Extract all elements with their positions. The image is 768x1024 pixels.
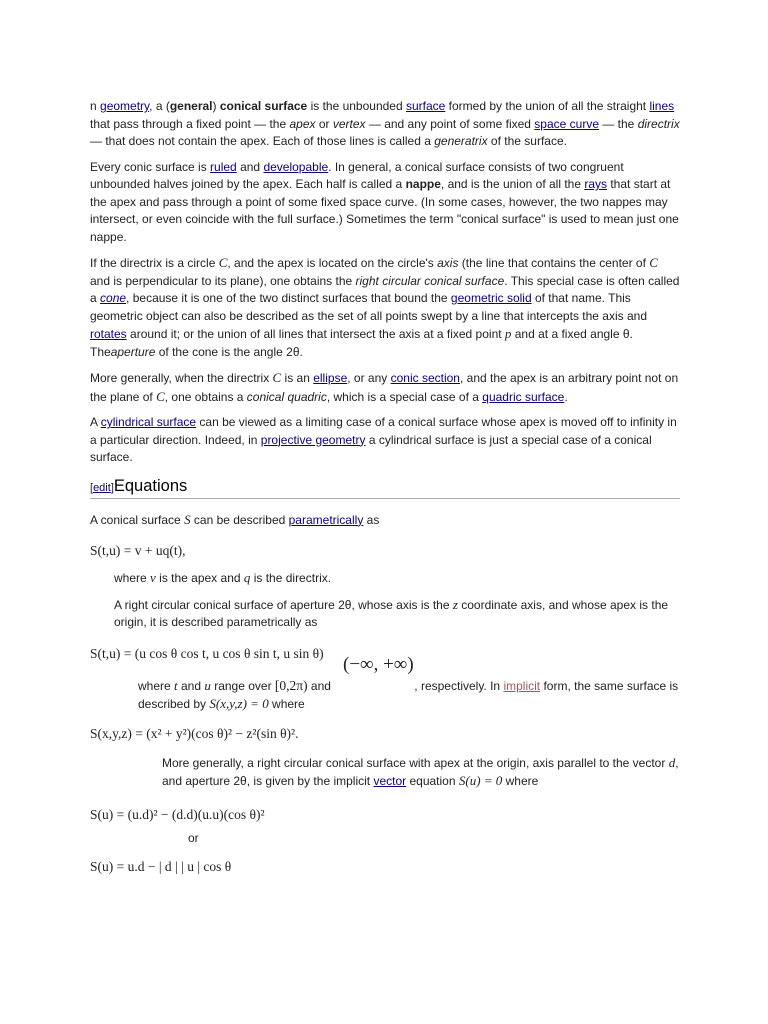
text: of the cone is the angle 2θ. [155, 344, 303, 359]
text: and [177, 678, 205, 693]
italic-aperture: aperture [110, 344, 156, 359]
text: a cylindrical surface is just a special case of a conical surface. [90, 432, 652, 464]
param-paragraph [90, 511, 680, 530]
text: and at a fixed angle θ. The [90, 327, 633, 359]
text: , a ( [149, 99, 170, 113]
text: , one obtains a [164, 389, 247, 404]
italic-vertex: vertex [332, 116, 366, 131]
italic-directrix: directrix [637, 116, 680, 131]
text: form, the same surface is described by [138, 678, 679, 711]
cylindrical-paragraph [90, 414, 680, 467]
italic-conical-quadric: conical quadric [246, 389, 327, 404]
right-circular-paragraph [114, 596, 680, 632]
text: , and the apex is an arbitrary point not on the plane of [90, 371, 679, 404]
edit-bracket: [ [90, 481, 94, 494]
text: range over [210, 678, 275, 693]
edit-bracket: ] [110, 481, 114, 494]
circle-paragraph [90, 254, 680, 361]
italic-apex: apex [289, 116, 316, 131]
text: or [315, 116, 333, 131]
bold-general: general [169, 99, 213, 113]
math-s: S [184, 511, 191, 527]
heading-title: Equations [113, 476, 188, 495]
math-c: C [218, 255, 228, 270]
text: equation [406, 774, 459, 788]
ruled-paragraph [90, 159, 680, 247]
link-projective-geometry[interactable]: projective geometry [260, 432, 366, 447]
text: , and is the union of all the [440, 177, 585, 191]
text: around it; or the union of all lines that intersect the axis at a fixed point [126, 327, 505, 341]
equation-implicit: S(x,y,z) = (x² + y²)(cos θ)² − z²(sin θ)². [90, 725, 299, 741]
intro-paragraph [90, 98, 680, 151]
math-c: C [272, 370, 282, 385]
link-geometric-solid[interactable]: geometric solid [450, 291, 532, 305]
text: of that name. This geometric object can also be described as the set of all points swept by a line that intercepts the axis and [90, 291, 647, 323]
link-vector[interactable]: vector [373, 774, 407, 788]
text: More generally, when the directrix [90, 371, 273, 385]
math-p: p [504, 326, 512, 341]
range-block [136, 653, 680, 714]
text: where [502, 774, 539, 788]
italic-right-circular: right circular conical surface [355, 273, 505, 288]
link-rotates[interactable]: rotates [90, 327, 127, 341]
text: Every conic surface is [90, 159, 211, 174]
link-surface[interactable]: surface [405, 99, 446, 113]
text: where [268, 697, 305, 711]
link-implicit[interactable]: implicit [503, 678, 541, 693]
math-d: d [668, 754, 676, 770]
text: A right circular conical surface of aperture 2θ, whose axis is the [114, 597, 453, 612]
math-z: z [452, 596, 458, 612]
link-space-curve[interactable]: space curve [534, 116, 599, 131]
or-text: or [188, 830, 199, 845]
math-c: C [156, 388, 165, 404]
text: ) [212, 99, 220, 113]
math-implicit-eq: S(x,y,z) = 0 [209, 696, 269, 711]
text: . [564, 389, 568, 404]
text: that start at the apex and pass through a point of some fixed space curve. (In some cases, however, the two nappes may intersect, or even coincide with the full surface.) Sometimes the term "conical surface" is used to mean just one nappe. [90, 177, 679, 244]
text: . This special case is often called a [90, 273, 680, 305]
math-vector-eq: S(u) = 0 [458, 773, 503, 788]
section-heading-equations [90, 477, 680, 499]
text: formed by the union of all the straight [445, 99, 650, 113]
math-q: q [243, 570, 251, 585]
text: , because it is one of the two distinct surfaces that bound the [126, 291, 451, 305]
link-quadric-surface[interactable]: quadric surface [482, 389, 565, 404]
quadric-paragraph [90, 369, 680, 406]
italic-axis: axis [437, 256, 459, 270]
bold-nappe: nappe [405, 177, 441, 191]
text: of the surface. [487, 134, 567, 148]
math-c: C [649, 255, 658, 270]
text: — the [599, 116, 638, 131]
equation-vector-2: S(u) = u.d − | d | | u | cos θ [90, 858, 232, 874]
text: , or any [347, 371, 391, 385]
text: More generally, a right circular conical surface with apex at the origin, axis parallel to the vector [162, 755, 669, 770]
text: , and the apex is located on the circle's [227, 256, 438, 270]
text: A [90, 415, 101, 429]
vector-paragraph [162, 754, 680, 791]
equation-vector-1: S(u) = (u.d)² − (d.d)(u.u)(cos θ)² [90, 806, 265, 822]
link-rays[interactable]: rays [584, 177, 608, 191]
text: can be described [190, 512, 289, 527]
equation-parametric: S(t,u) = v + uq(t), [90, 543, 186, 558]
edit-link[interactable]: edit [93, 481, 111, 494]
interval-infinity: (−∞, +∞) [343, 653, 414, 675]
math-u: u [204, 677, 211, 693]
text: — that does not contain the apex. Each of those lines is called a [90, 134, 435, 148]
text: , and aperture 2θ, is given by the implicit [162, 755, 679, 788]
math-range: [0,2π) [274, 677, 308, 693]
text: A conical surface [90, 512, 185, 527]
italic-generatrix: generatrix [434, 134, 488, 148]
apex-directrix-line [114, 569, 680, 588]
link-lines[interactable]: lines [649, 99, 675, 113]
text: and is perpendicular to its plane), one obtains the [90, 273, 356, 288]
link-ruled[interactable]: ruled [210, 159, 237, 174]
text: . In general, a conical surface consists of two congruent unbounded halves joined by the apex. Each half is called a [90, 159, 624, 191]
text: — and any point of some fixed [365, 116, 535, 131]
text: , which is a special case of a [326, 389, 483, 404]
math-v: v [150, 570, 156, 585]
text: (the line that contains the center of [458, 256, 650, 270]
text: If the directrix is a circle [90, 256, 219, 270]
link-developable[interactable]: developable [263, 159, 329, 174]
text: n [90, 99, 101, 113]
text: , respectively. In [414, 678, 504, 693]
text: where [114, 571, 151, 585]
text: as [363, 512, 380, 527]
math-t: t [174, 677, 178, 693]
text: and [307, 678, 335, 693]
article-body [90, 98, 680, 887]
link-parametrically[interactable]: parametrically [288, 512, 364, 527]
text: where [138, 678, 175, 693]
text: can be viewed as a limiting case of a conical surface whose apex is moved off to infinity in a particular direction. Indeed, in [90, 415, 677, 447]
text: and [236, 159, 264, 174]
link-geometry[interactable]: geometry [100, 99, 150, 113]
text: is the directrix. [250, 571, 332, 585]
text: coordinate axis, and whose apex is the origin, it is described parametrically as [114, 597, 669, 629]
equation-right-circular: S(t,u) = (u cos θ cos t, u cos θ sin t, u sin θ) [90, 645, 324, 661]
text: that pass through a fixed point — the [90, 116, 290, 131]
bold-conical-surface: conical surface [219, 99, 308, 113]
link-conic-section[interactable]: conic section [390, 371, 460, 385]
text: is the apex and [155, 571, 244, 585]
link-cylindrical-surface[interactable]: cylindrical surface [100, 415, 197, 429]
text: is the unbounded [307, 99, 406, 113]
link-ellipse[interactable]: ellipse [313, 371, 348, 385]
text: is an [281, 371, 314, 385]
link-cone[interactable] [100, 291, 126, 305]
link-cone-label: cone [100, 291, 127, 305]
